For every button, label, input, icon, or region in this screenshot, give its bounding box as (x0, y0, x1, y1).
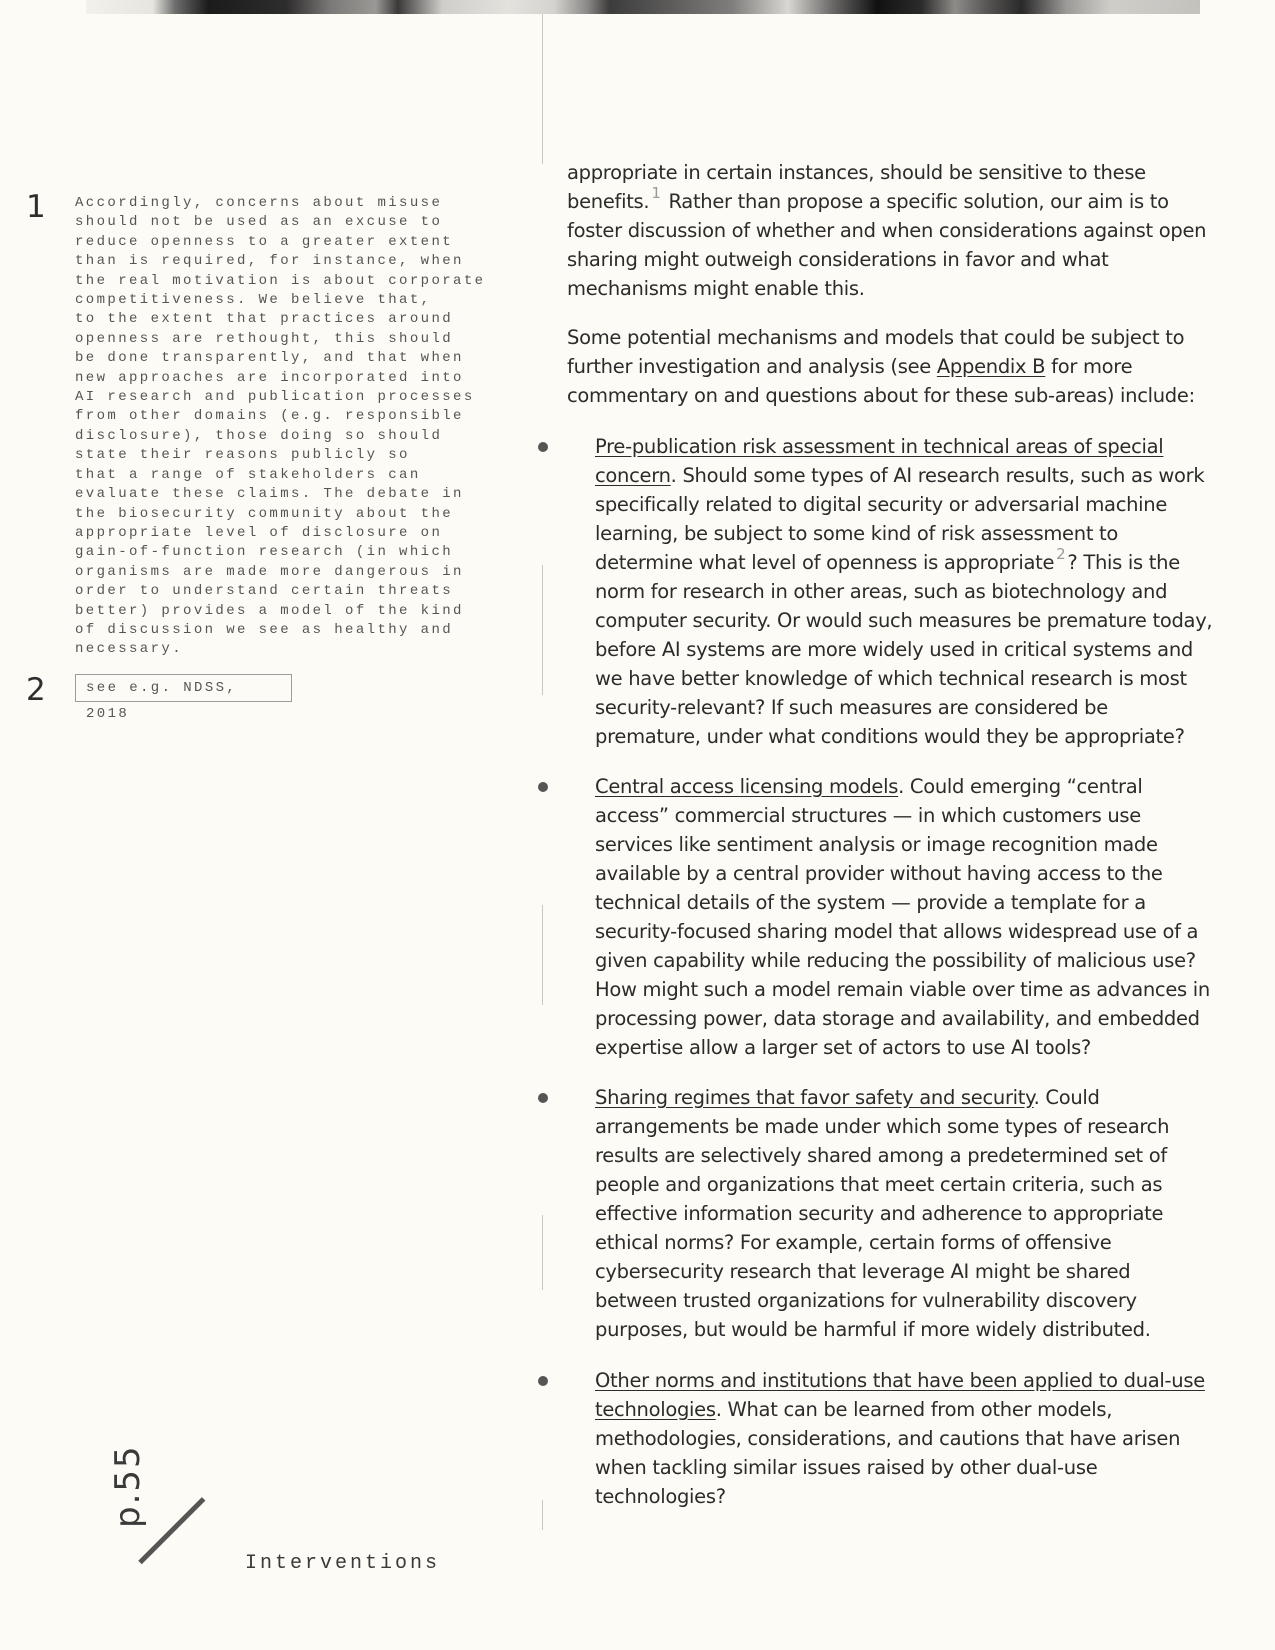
body-paragraph: Some potential mechanisms and models that could be subject to further investigation and analysis (see Appendix B for more commentary on and questions about for these sub-areas) include: (567, 326, 1195, 407)
bullet-icon (538, 1093, 548, 1103)
column-rule (542, 565, 543, 695)
list-item-title: Central access licensing models (595, 775, 899, 798)
list-item-title: Other norms and institutions that have been applied to dual-use technologies (595, 1369, 1205, 1421)
bullet-icon (538, 442, 548, 452)
footnote-citation-box: see e.g. NDSS, 2018 (75, 674, 292, 702)
footnote-number: 2 (26, 672, 46, 708)
column-rule (542, 1215, 543, 1290)
footnote-text: Accordingly, concerns about misuse should not be used as an excuse to reduce openness to a greater extent than is required, for instance, when the real motivation is about corporate competitiveness. We believe that, to the extent that practices around openness are rethought, this should be done transparently, and that when new approaches are incorporated into AI research and publication processes from other domains (e.g. responsible disclosure), those doing so should state their reasons publicly so that a range of stakeholders can evaluate these claims. The debate in the biosecurity community about the appropriate level of disclosure on gain-of-function research (in which organisms are made more dangerous in order to understand certain threats better) provides a model of the kind of discussion we see as healthy and necessary. (75, 195, 486, 658)
page-number: p.55 (108, 1444, 148, 1528)
column-rule (542, 1500, 543, 1530)
footnote-ref[interactable]: 1 (651, 184, 661, 202)
footnote-ref[interactable]: 2 (1056, 545, 1066, 563)
body-paragraph: appropriate in certain instances, should be sensitive to these benefits. $^1$ Rather than propose a specific solution, our aim is to foster discussion of whether and when considerations against open sharing might outweigh considerations in favor and what mechanisms might enable this. (567, 161, 1207, 300)
top-gradient-bar (86, 0, 1200, 14)
slash-divider (138, 1497, 205, 1564)
appendix-link[interactable]: Appendix B (936, 355, 1046, 378)
section-label: Interventions (245, 1552, 441, 1575)
bullet-icon (538, 1376, 548, 1386)
column-rule (542, 14, 543, 164)
footnote-number: 1 (26, 189, 46, 225)
list-item-title: Pre-publication risk assessment in technical areas of special concern (595, 435, 1164, 487)
column-rule (542, 905, 543, 1005)
bullet-icon (538, 782, 548, 792)
list-item-title: Sharing regimes that favor safety and security (595, 1086, 1034, 1109)
